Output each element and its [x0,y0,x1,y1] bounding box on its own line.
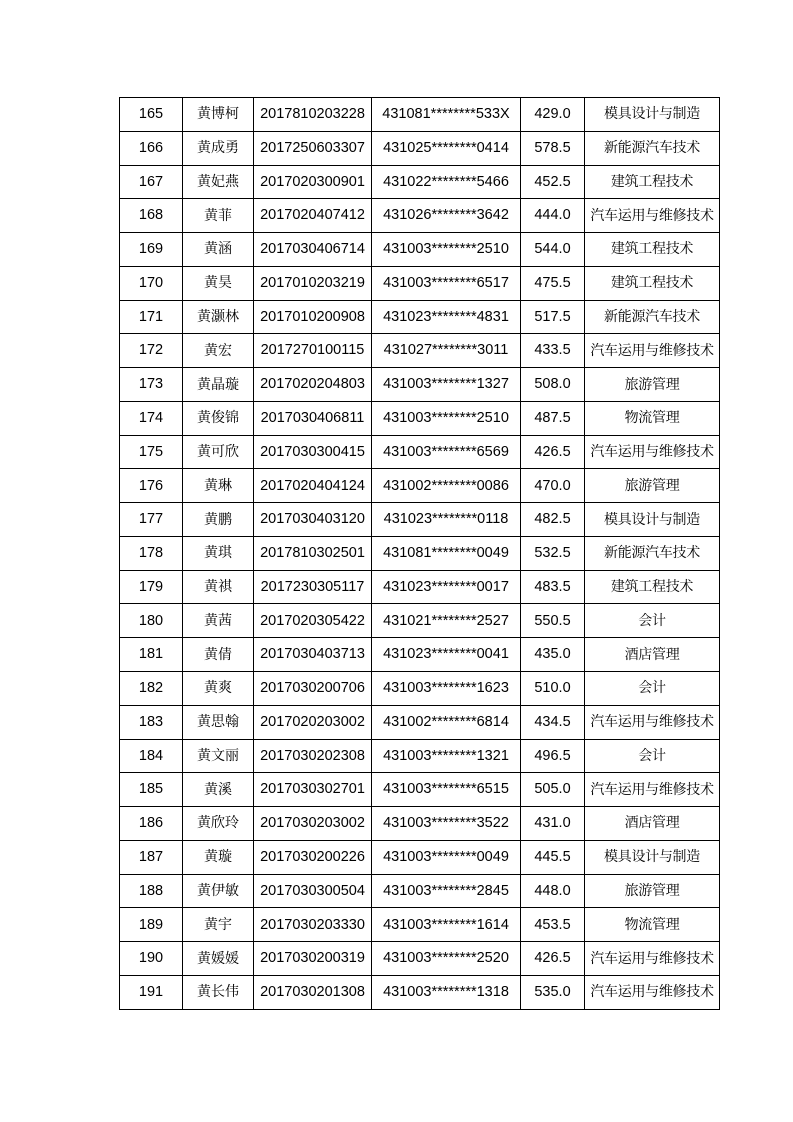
id-number-cell: 431003********6515 [372,773,521,807]
major-cell: 汽车运用与维修技术 [585,435,720,469]
table-row [120,98,720,132]
exam-number-cell: 2017030200226 [254,840,372,874]
student-name-cell: 黄思翰 [183,705,254,739]
row-number-cell: 169 [120,233,183,267]
row-number-cell: 176 [120,469,183,503]
exam-number-cell: 2017030201308 [254,975,372,1009]
table-row [120,604,720,638]
major-cell: 会计 [585,672,720,706]
table-row [120,638,720,672]
score-cell: 544.0 [521,233,585,267]
table-row [120,672,720,706]
id-number-cell: 431022********5466 [372,165,521,199]
score-cell: 496.5 [521,739,585,773]
exam-number-cell: 2017270100115 [254,334,372,368]
student-name-cell: 黄宇 [183,908,254,942]
score-cell: 435.0 [521,638,585,672]
score-cell: 475.5 [521,266,585,300]
exam-number-cell: 2017810203228 [254,98,372,132]
student-name-cell: 黄倩 [183,638,254,672]
major-cell: 旅游管理 [585,368,720,402]
score-cell: 508.0 [521,368,585,402]
score-cell: 433.5 [521,334,585,368]
row-number-cell: 189 [120,908,183,942]
student-name-cell: 黄琳 [183,469,254,503]
row-number-cell: 175 [120,435,183,469]
major-cell: 酒店管理 [585,807,720,841]
table-row [120,840,720,874]
row-number-cell: 170 [120,266,183,300]
score-cell: 578.5 [521,131,585,165]
table-row [120,401,720,435]
id-number-cell: 431003********2510 [372,401,521,435]
score-cell: 448.0 [521,874,585,908]
major-cell: 会计 [585,739,720,773]
major-cell: 旅游管理 [585,469,720,503]
id-number-cell: 431003********2510 [372,233,521,267]
score-cell: 434.5 [521,705,585,739]
id-number-cell: 431021********2527 [372,604,521,638]
exam-number-cell: 2017030406811 [254,401,372,435]
id-number-cell: 431003********1327 [372,368,521,402]
row-number-cell: 179 [120,570,183,604]
exam-number-cell: 2017030302701 [254,773,372,807]
table-row [120,536,720,570]
student-name-cell: 黄宏 [183,334,254,368]
exam-number-cell: 2017020404124 [254,469,372,503]
major-cell: 汽车运用与维修技术 [585,199,720,233]
table-row [120,807,720,841]
student-name-cell: 黄可欣 [183,435,254,469]
id-number-cell: 431003********6569 [372,435,521,469]
id-number-cell: 431003********2520 [372,942,521,976]
table-row [120,300,720,334]
row-number-cell: 180 [120,604,183,638]
exam-number-cell: 2017020305422 [254,604,372,638]
score-cell: 517.5 [521,300,585,334]
score-cell: 510.0 [521,672,585,706]
exam-number-cell: 2017230305117 [254,570,372,604]
score-cell: 426.5 [521,942,585,976]
exam-number-cell: 2017030300415 [254,435,372,469]
major-cell: 汽车运用与维修技术 [585,773,720,807]
student-name-cell: 黄鹏 [183,503,254,537]
table-row [120,739,720,773]
score-cell: 482.5 [521,503,585,537]
student-name-cell: 黄璇 [183,840,254,874]
student-name-cell: 黄晶璇 [183,368,254,402]
table-row [120,908,720,942]
id-number-cell: 431081********533X [372,98,521,132]
row-number-cell: 166 [120,131,183,165]
row-number-cell: 178 [120,536,183,570]
major-cell: 建筑工程技术 [585,165,720,199]
major-cell: 建筑工程技术 [585,266,720,300]
student-name-cell: 黄涵 [183,233,254,267]
student-name-cell: 黄成勇 [183,131,254,165]
table-row [120,368,720,402]
id-number-cell: 431003********1614 [372,908,521,942]
row-number-cell: 185 [120,773,183,807]
major-cell: 汽车运用与维修技术 [585,334,720,368]
major-cell: 模具设计与制造 [585,840,720,874]
id-number-cell: 431003********1318 [372,975,521,1009]
row-number-cell: 186 [120,807,183,841]
score-cell: 452.5 [521,165,585,199]
exam-number-cell: 2017030202308 [254,739,372,773]
score-cell: 487.5 [521,401,585,435]
major-cell: 建筑工程技术 [585,233,720,267]
exam-number-cell: 2017010200908 [254,300,372,334]
exam-number-cell: 2017030403713 [254,638,372,672]
row-number-cell: 181 [120,638,183,672]
row-number-cell: 183 [120,705,183,739]
exam-number-cell: 2017030300504 [254,874,372,908]
row-number-cell: 167 [120,165,183,199]
row-number-cell: 172 [120,334,183,368]
exam-number-cell: 2017020407412 [254,199,372,233]
id-number-cell: 431003********2845 [372,874,521,908]
table-row [120,165,720,199]
table-row [120,705,720,739]
major-cell: 模具设计与制造 [585,98,720,132]
major-cell: 酒店管理 [585,638,720,672]
row-number-cell: 174 [120,401,183,435]
major-cell: 会计 [585,604,720,638]
student-name-cell: 黄爽 [183,672,254,706]
id-number-cell: 431003********3522 [372,807,521,841]
id-number-cell: 431003********1321 [372,739,521,773]
student-name-cell: 黄祺 [183,570,254,604]
id-number-cell: 431003********0049 [372,840,521,874]
exam-number-cell: 2017030203330 [254,908,372,942]
score-cell: 550.5 [521,604,585,638]
row-number-cell: 177 [120,503,183,537]
id-number-cell: 431023********0017 [372,570,521,604]
row-number-cell: 184 [120,739,183,773]
table-row [120,435,720,469]
id-number-cell: 431023********4831 [372,300,521,334]
id-number-cell: 431003********1623 [372,672,521,706]
major-cell: 汽车运用与维修技术 [585,942,720,976]
student-name-cell: 黄茜 [183,604,254,638]
score-cell: 532.5 [521,536,585,570]
major-cell: 新能源汽车技术 [585,300,720,334]
score-cell: 535.0 [521,975,585,1009]
student-name-cell: 黄菲 [183,199,254,233]
exam-number-cell: 2017030406714 [254,233,372,267]
row-number-cell: 190 [120,942,183,976]
score-cell: 444.0 [521,199,585,233]
exam-number-cell: 2017010203219 [254,266,372,300]
exam-number-cell: 2017020203002 [254,705,372,739]
table-row [120,874,720,908]
row-number-cell: 191 [120,975,183,1009]
student-name-cell: 黄欣玲 [183,807,254,841]
exam-number-cell: 2017250603307 [254,131,372,165]
score-cell: 483.5 [521,570,585,604]
exam-number-cell: 2017030200319 [254,942,372,976]
table-row [120,570,720,604]
student-name-cell: 黄媛媛 [183,942,254,976]
student-name-cell: 黄灏林 [183,300,254,334]
exam-number-cell: 2017810302501 [254,536,372,570]
exam-number-cell: 2017030203002 [254,807,372,841]
row-number-cell: 173 [120,368,183,402]
major-cell: 物流管理 [585,908,720,942]
id-number-cell: 431027********3011 [372,334,521,368]
row-number-cell: 171 [120,300,183,334]
student-name-cell: 黄长伟 [183,975,254,1009]
score-cell: 426.5 [521,435,585,469]
student-name-cell: 黄琪 [183,536,254,570]
student-name-cell: 黄伊敏 [183,874,254,908]
major-cell: 汽车运用与维修技术 [585,975,720,1009]
major-cell: 新能源汽车技术 [585,131,720,165]
exam-number-cell: 2017020204803 [254,368,372,402]
admission-list-body [120,98,720,1010]
row-number-cell: 187 [120,840,183,874]
student-name-cell: 黄昊 [183,266,254,300]
id-number-cell: 431002********6814 [372,705,521,739]
major-cell: 物流管理 [585,401,720,435]
row-number-cell: 165 [120,98,183,132]
table-row [120,131,720,165]
table-row [120,266,720,300]
id-number-cell: 431023********0041 [372,638,521,672]
score-cell: 470.0 [521,469,585,503]
major-cell: 汽车运用与维修技术 [585,705,720,739]
exam-number-cell: 2017020300901 [254,165,372,199]
table-row [120,503,720,537]
table-row [120,773,720,807]
row-number-cell: 182 [120,672,183,706]
student-name-cell: 黄俊锦 [183,401,254,435]
exam-number-cell: 2017030403120 [254,503,372,537]
table-row [120,334,720,368]
score-cell: 429.0 [521,98,585,132]
score-cell: 431.0 [521,807,585,841]
score-cell: 453.5 [521,908,585,942]
id-number-cell: 431026********3642 [372,199,521,233]
student-name-cell: 黄博柯 [183,98,254,132]
table-row [120,469,720,503]
id-number-cell: 431081********0049 [372,536,521,570]
major-cell: 建筑工程技术 [585,570,720,604]
student-name-cell: 黄妃燕 [183,165,254,199]
major-cell: 新能源汽车技术 [585,536,720,570]
major-cell: 模具设计与制造 [585,503,720,537]
table-row [120,975,720,1009]
id-number-cell: 431023********0118 [372,503,521,537]
student-name-cell: 黄溪 [183,773,254,807]
score-cell: 445.5 [521,840,585,874]
admission-list-table [119,97,720,1010]
score-cell: 505.0 [521,773,585,807]
student-name-cell: 黄文丽 [183,739,254,773]
id-number-cell: 431025********0414 [372,131,521,165]
table-row [120,942,720,976]
exam-number-cell: 2017030200706 [254,672,372,706]
row-number-cell: 168 [120,199,183,233]
row-number-cell: 188 [120,874,183,908]
id-number-cell: 431003********6517 [372,266,521,300]
id-number-cell: 431002********0086 [372,469,521,503]
major-cell: 旅游管理 [585,874,720,908]
table-row [120,199,720,233]
table-row [120,233,720,267]
